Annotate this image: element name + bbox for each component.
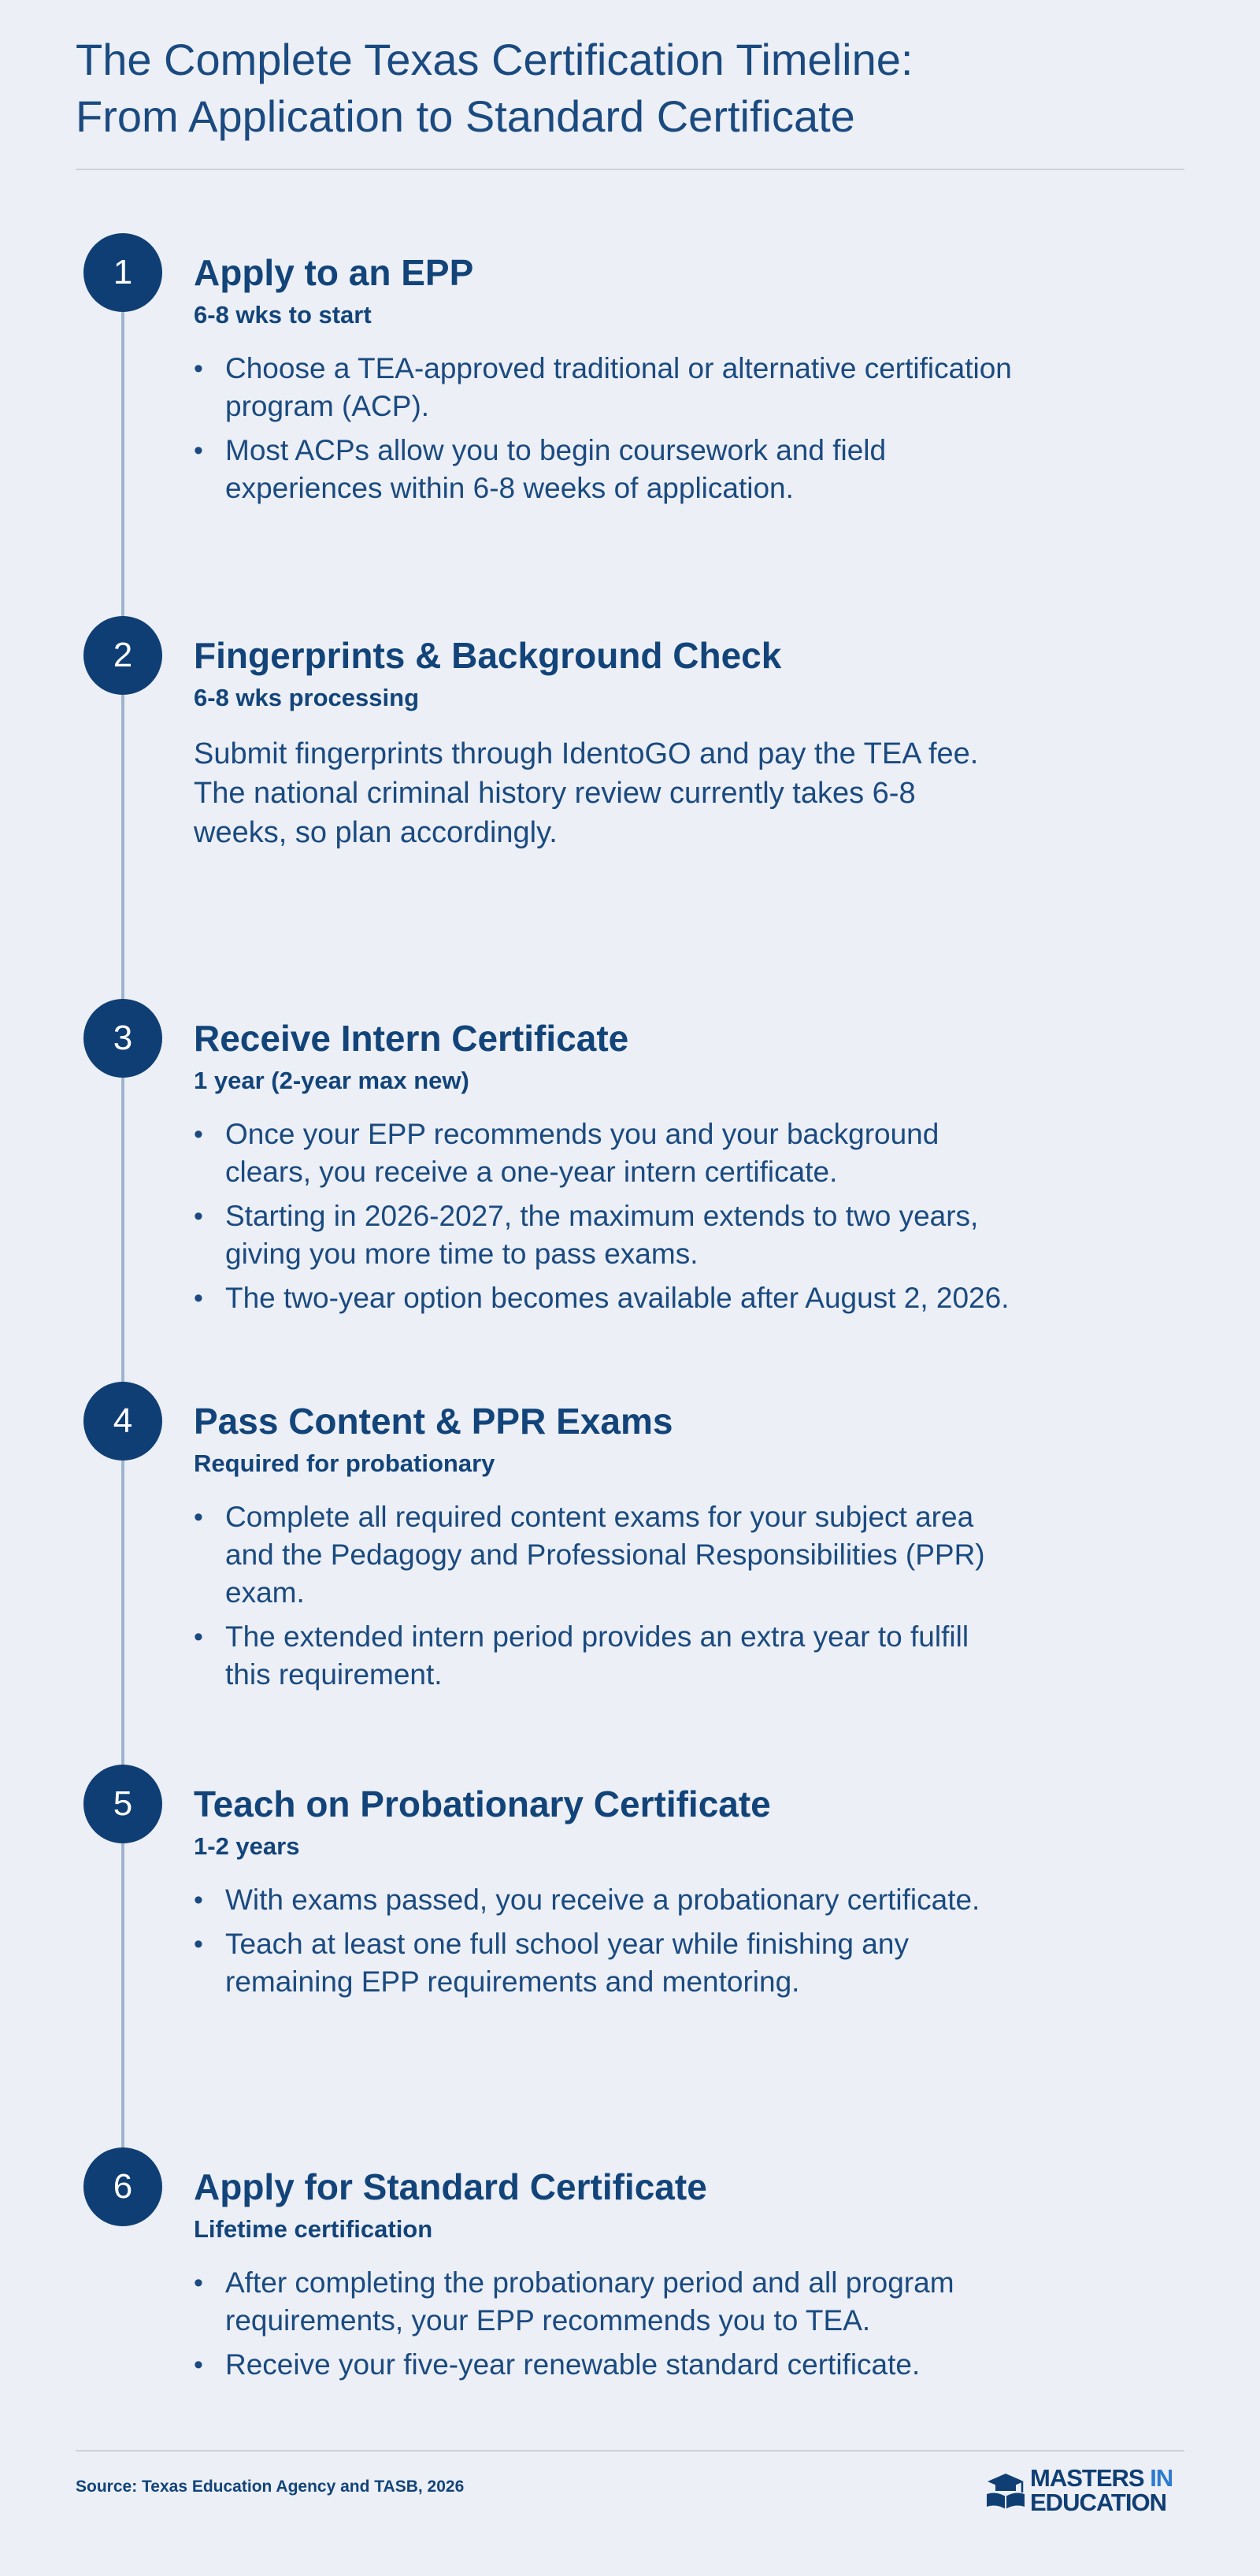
step-title: Fingerprints & Background Check [194, 635, 782, 676]
list-item: • Complete all required content exams for your subject area and the Pedagogy and Professional Responsibilities (PPR) exam. [194, 1498, 1013, 1612]
list-item: • The extended intern period provides an extra year to fulfill this requirement. [194, 1618, 1013, 1694]
list-item: • Most ACPs allow you to begin coursework and field experiences within 6-8 weeks of application. [194, 432, 1013, 507]
logo-wordmark [1030, 2466, 1173, 2515]
step-number-badge: 1 [83, 233, 162, 312]
timeline-step-5 [0, 1765, 1260, 2111]
step-content [194, 251, 1013, 514]
step-duration: 1 year (2-year max new) [194, 1067, 469, 1094]
step-duration: 6-8 wks to start [194, 301, 372, 328]
footer-divider [76, 2450, 1184, 2452]
step-title: Receive Intern Certificate [194, 1018, 629, 1059]
step-duration: Required for probationary [194, 1449, 495, 1477]
step-bullet-list [194, 1115, 1013, 1317]
step-number-badge: 2 [83, 616, 162, 695]
step-duration: 1-2 years [194, 1832, 300, 1860]
source-citation: Source: Texas Education Agency and TASB, 2026 [76, 2478, 465, 2496]
step-bullet-list [194, 350, 1013, 507]
list-item: • Choose a TEA-approved traditional or alternative certification program (ACP). [194, 350, 1013, 425]
step-title: Apply to an EPP [194, 252, 474, 293]
step-bullet-list [194, 1498, 1013, 1694]
list-item: • Receive your five-year renewable standard certificate. [194, 2346, 1013, 2384]
step-bullet-list [194, 1881, 1013, 2001]
step-bullet-list [194, 2264, 1013, 2384]
step-number-badge: 5 [83, 1765, 162, 1843]
timeline-step-3 [0, 999, 1260, 1346]
timeline-step-1 [0, 233, 1260, 580]
step-number-badge: 6 [83, 2147, 162, 2226]
graduation-book-icon [984, 2470, 1027, 2513]
step-content [194, 2165, 1013, 2390]
list-item: • Teach at least one full school year while finishing any remaining EPP requirements and mentoring. [194, 1925, 1013, 2001]
logo-text-masters: MASTERS [1030, 2464, 1144, 2492]
logo-text-in: IN [1143, 2464, 1173, 2492]
list-item: • Starting in 2026-2027, the maximum extends to two years, giving you more time to pass exams. [194, 1197, 1013, 1273]
step-duration: Lifetime certification [194, 2215, 433, 2243]
step-title: Pass Content & PPR Exams [194, 1401, 673, 1442]
step-title: Apply for Standard Certificate [194, 2166, 707, 2207]
step-content [194, 1399, 1013, 1700]
step-title: Teach on Probationary Certificate [194, 1784, 771, 1824]
page-title [76, 32, 1099, 145]
title-line-1: The Complete Texas Certification Timeline: [76, 35, 914, 84]
step-number-badge: 3 [83, 999, 162, 1078]
list-item: • The two-year option becomes available after August 2, 2026. [194, 1279, 1013, 1317]
timeline-step-6 [0, 2147, 1260, 2494]
logo-text-education: EDUCATION [1030, 2489, 1166, 2516]
step-content [194, 1016, 1013, 1323]
step-number-badge: 4 [83, 1382, 162, 1461]
timeline-step-4 [0, 1382, 1260, 1728]
masters-in-education-logo [984, 2466, 1184, 2518]
step-duration: 6-8 wks processing [194, 684, 420, 711]
header-divider [76, 169, 1184, 170]
step-content [194, 1782, 1013, 2007]
timeline-step-2 [0, 616, 1260, 963]
step-description: Submit fingerprints through IdentoGO and pay the TEA fee. The national criminal history review currently takes 6-8 weeks, so plan accordingly. [194, 737, 979, 849]
step-content [194, 633, 1013, 852]
title-line-2: From Application to Standard Certificate [76, 91, 855, 141]
list-item: • After completing the probationary period and all program requirements, your EPP recommends you to TEA. [194, 2264, 1013, 2340]
list-item: • With exams passed, you receive a probationary certificate. [194, 1881, 1013, 1919]
list-item: • Once your EPP recommends you and your background clears, you receive a one-year intern certificate. [194, 1115, 1013, 1191]
